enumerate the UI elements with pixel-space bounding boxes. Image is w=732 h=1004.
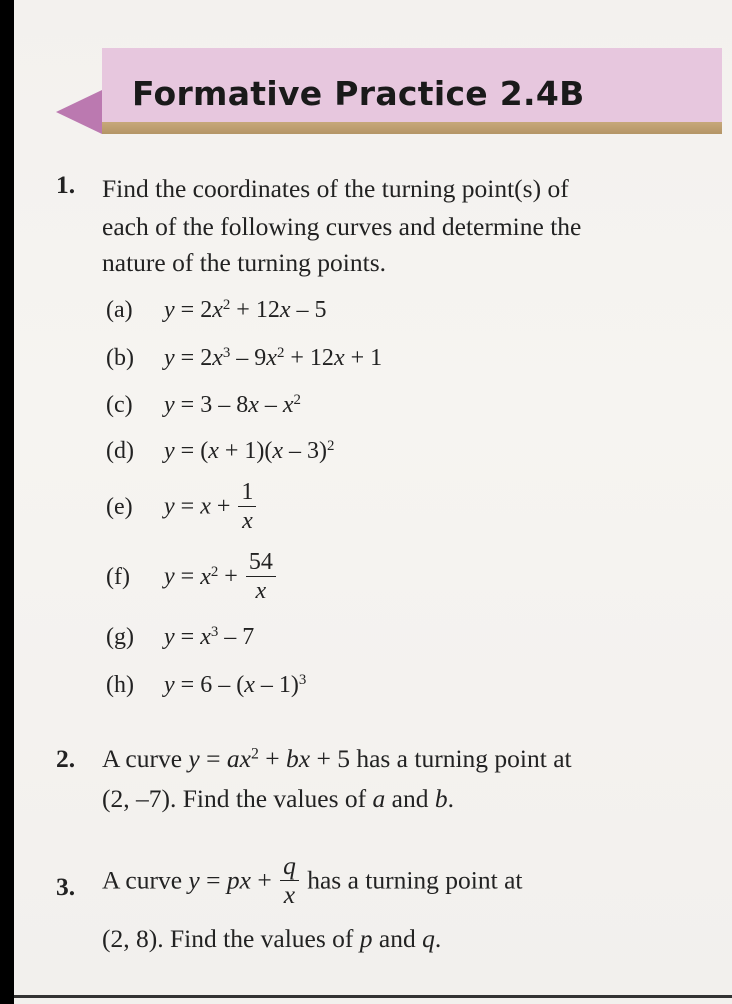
term: + 1	[350, 345, 383, 371]
text: and	[391, 784, 429, 813]
part-label: (a)	[106, 297, 133, 323]
text: .	[447, 784, 454, 813]
var-x: x	[212, 297, 223, 323]
term: + 12	[236, 297, 280, 323]
var-y: y	[164, 624, 175, 650]
exponent: 3	[222, 344, 231, 361]
var-x: x	[200, 563, 211, 590]
fraction-denominator: x	[238, 506, 256, 535]
var-p: p	[359, 924, 373, 953]
term: +	[216, 493, 231, 520]
question-number: 2.	[56, 744, 76, 773]
question-text-line: each of the following curves and determine the	[102, 212, 582, 241]
page-bottom-edge	[14, 995, 732, 998]
term: – 9	[236, 345, 267, 371]
var-x: x	[244, 672, 255, 698]
equals-sign: =	[180, 297, 195, 323]
exponent: 3	[298, 671, 307, 688]
var-b: b	[285, 744, 299, 773]
part-label: (h)	[106, 672, 134, 698]
text: + 5 has a turning point at	[316, 744, 572, 773]
part-label: (b)	[106, 345, 134, 371]
equals-sign: =	[206, 865, 221, 895]
question-text-line	[102, 922, 441, 956]
term: 6 – (	[200, 672, 245, 698]
question-number: 1.	[56, 170, 76, 199]
var-y: y	[164, 672, 175, 698]
var-y: y	[164, 392, 175, 418]
equals-sign: =	[206, 744, 221, 773]
equals-sign: =	[180, 563, 195, 590]
exponent: 3	[210, 623, 219, 640]
var-y: y	[188, 744, 200, 773]
term: +	[265, 744, 280, 773]
var-a: a	[226, 744, 240, 773]
term: + 12	[290, 345, 334, 371]
part-label: (c)	[106, 392, 133, 418]
term: + 1)(	[224, 438, 273, 464]
fraction	[280, 852, 299, 909]
fraction-denominator: x	[246, 576, 276, 605]
question-text-line	[102, 852, 523, 909]
term: – 5	[296, 297, 327, 323]
term: –	[264, 392, 277, 418]
term: (	[200, 438, 209, 464]
term: – 3)	[289, 438, 328, 464]
text: .	[434, 924, 442, 953]
part-label: (e)	[106, 493, 133, 520]
var-x: x	[212, 345, 223, 371]
var-y: y	[164, 345, 175, 371]
var-x: x	[272, 438, 284, 464]
var-p: p	[226, 865, 240, 895]
equals-sign: =	[180, 438, 195, 464]
var-y: y	[164, 438, 175, 464]
text: and	[378, 924, 416, 953]
fraction-numerator: q	[283, 851, 296, 880]
term: 2	[200, 297, 213, 323]
var-x: x	[248, 392, 259, 418]
exponent: 2	[210, 563, 219, 580]
equals-sign: =	[180, 624, 195, 650]
var-a: a	[372, 784, 386, 813]
text: A curve	[102, 744, 183, 773]
var-x: x	[208, 438, 219, 464]
equals-sign: =	[180, 493, 195, 520]
exponent: 2	[327, 437, 335, 454]
var-x: x	[239, 865, 251, 895]
var-y: y	[188, 865, 200, 895]
term: +	[257, 865, 272, 895]
fraction-numerator: 54	[248, 549, 273, 575]
var-y: y	[164, 563, 175, 590]
exponent: 2	[293, 391, 301, 408]
fraction-numerator: 1	[241, 479, 254, 505]
var-x: x	[282, 392, 294, 418]
text: A curve	[102, 865, 183, 895]
page-title: Formative Practice 2.4B	[132, 74, 585, 113]
var-x: x	[333, 345, 345, 371]
equals-sign: =	[180, 392, 195, 418]
question-number: 3.	[56, 872, 76, 901]
var-x: x	[266, 345, 277, 371]
fraction-denominator: x	[280, 880, 299, 909]
textbook-page	[14, 0, 732, 1004]
var-y: y	[164, 297, 175, 323]
exponent: 2	[276, 344, 285, 361]
text: has a turning point at	[307, 865, 523, 895]
var-b: b	[434, 784, 448, 813]
term: – 7	[224, 624, 255, 650]
part-label: (d)	[106, 438, 134, 464]
var-x: x	[200, 624, 211, 650]
question-3	[14, 0, 732, 960]
var-x: x	[239, 744, 251, 773]
exponent: 2	[250, 745, 259, 763]
term: 2	[200, 345, 213, 371]
term: 3 – 8	[200, 392, 249, 418]
text: (2, 8). Find the values of	[102, 924, 354, 953]
term: +	[224, 563, 238, 590]
text: (2, –7). Find the values of	[102, 784, 367, 813]
var-x: x	[200, 493, 211, 520]
equals-sign: =	[180, 672, 195, 698]
var-y: y	[164, 493, 175, 520]
var-q: q	[422, 924, 435, 953]
question-text-line: nature of the turning points.	[102, 248, 386, 277]
var-x: x	[298, 744, 311, 773]
term: – 1)	[260, 672, 299, 698]
equals-sign: =	[180, 345, 195, 371]
var-x: x	[279, 297, 291, 323]
part-label: (f)	[106, 563, 130, 590]
question-text-line: Find the coordinates of the turning point(s) of	[102, 174, 569, 203]
part-label: (g)	[106, 624, 134, 650]
exponent: 2	[222, 296, 231, 313]
